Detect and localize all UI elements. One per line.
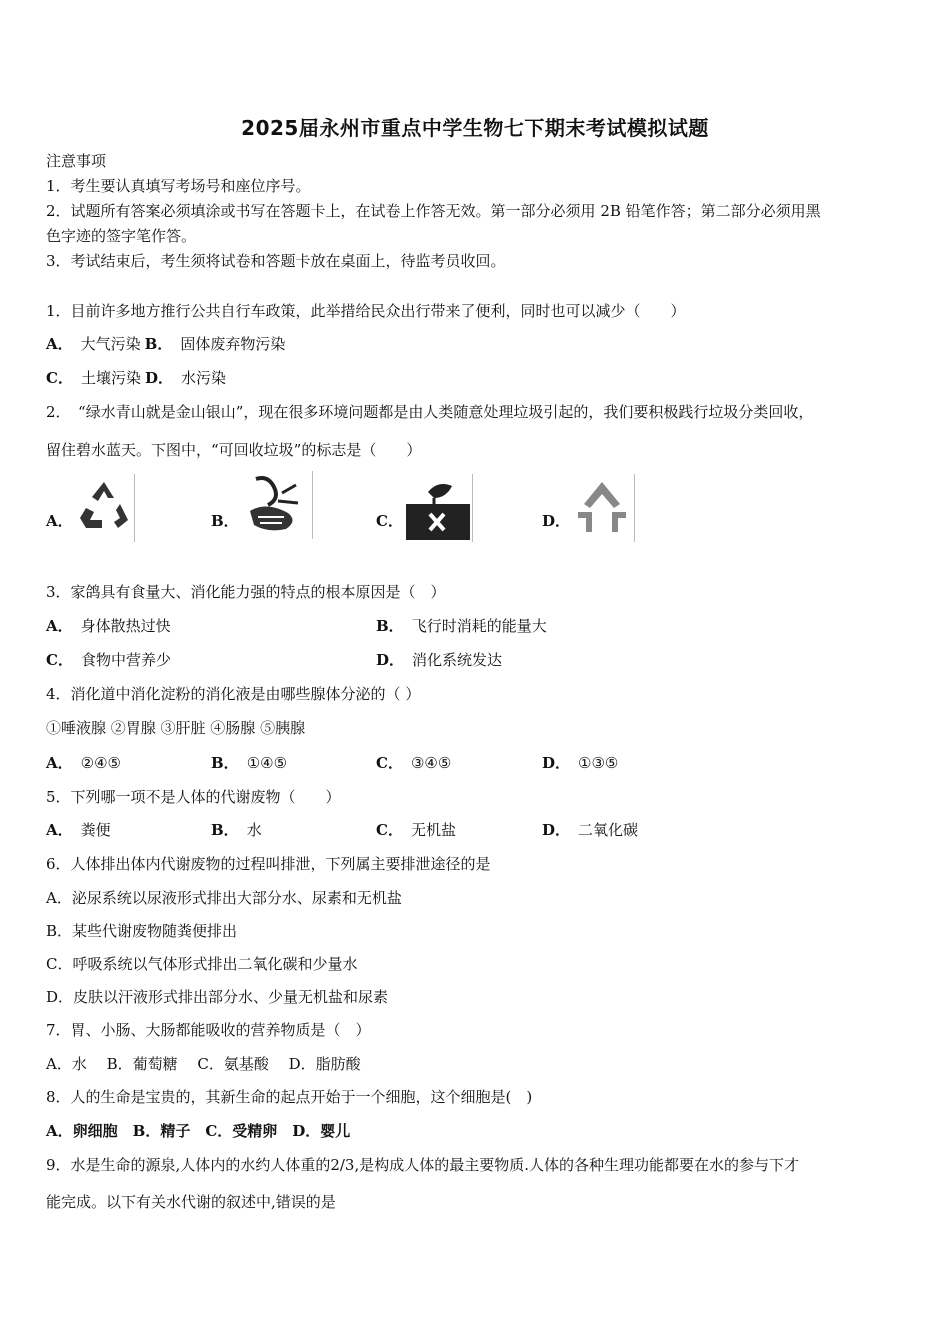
kitchen-waste-icon [404,474,472,542]
q1-options-cd [46,368,226,388]
q6-option-a: A．泌尿系统以尿液形式排出大部分水、尿素和无机盐 [46,889,402,907]
option-text: 身体散热过快 [80,617,171,635]
option-text: 粪便 [80,821,111,839]
question-4-stem: 4．消化道中消化淀粉的消化液是由哪些腺体分泌的（ ） [46,685,421,703]
q7-options: A．水 B．葡萄糖 C．氨基酸 D．脂肪酸 [46,1055,361,1073]
other-waste-icon [570,474,634,542]
option-label: B． [376,617,404,635]
q3-option-d [376,650,502,670]
question-9-stem-cont: 能完成。以下有关水代谢的叙述中,错误的是 [46,1193,336,1211]
q5-option-d [542,820,638,840]
option-label: C． [376,821,403,839]
question-3-stem: 3．家鸽具有食量大、消化能力强的特点的根本原因是（ ） [46,583,446,601]
question-9-stem: 9．水是生命的源泉,人体内的水约人体重的2/3,是构成人体的最主要物质.人体的各种生理功能都要在水的参与下才 [46,1156,799,1174]
q4-option-c [376,753,451,773]
option-text: ②④⑤ [80,754,121,772]
option-text: ①③⑤ [578,754,619,772]
option-label: A． [46,335,73,353]
option-text: ③④⑤ [410,754,452,772]
q5-option-a [46,820,111,840]
option-label: D． [144,369,173,387]
q6-option-c: C．呼吸系统以气体形式排出二氧化碳和少量水 [46,955,358,973]
option-label: C． [376,754,403,772]
question-5-stem: 5．下列哪一项不是人体的代谢废物（ ） [46,788,341,806]
option-text: 飞行时消耗的能量大 [411,617,547,635]
question-2-stem: 2． “绿水青山就是金山银山”，现在很多环境问题都是由人类随意处理垃圾引起的，我们要积极践行垃圾分类回收， [46,403,814,421]
page-title: 2025届永州市重点中学生物七下期末考试模拟试题 [241,116,709,140]
option-label: C． [46,651,73,669]
option-text: 消化系统发达 [412,651,503,669]
recycle-symbol-image [74,474,135,542]
option-text: ①④⑤ [246,754,288,772]
q6-option-b: B．某些代谢废物随粪便排出 [46,922,238,940]
option-label: D． [376,651,405,669]
option-text: 二氧化碳 [578,821,639,839]
notice-item: 3．考试结束后，考生须将试卷和答题卡放在桌面上，待监考员收回。 [46,252,506,270]
option-label: B． [144,335,173,353]
q1-option-a: 大气污染 [80,335,141,353]
q1-option-b: 固体废弃物污染 [180,335,286,353]
q1-option-c: 土壤污染 [80,369,141,387]
option-label: C． [46,369,73,387]
option-label: A． [46,617,73,635]
question-7-stem: 7．胃、小肠、大肠都能吸收的营养物质是（ ） [46,1021,371,1039]
notice-heading: 注意事项 [46,152,107,170]
question-8-stem: 8．人的生命是宝贵的，其新生命的起点开始于一个细胞，这个细胞是( ) [46,1088,533,1106]
option-label: B． [211,754,239,772]
waste-symbol-b-image [238,471,313,539]
q4-glands-list: ①唾液腺 ②胃腺 ③肝脏 ④肠腺 ⑤胰腺 [46,719,306,737]
q2-label-a: A． [46,512,73,530]
notice-item: 2．试题所有答案必须填涂或书写在答题卡上，在试卷上作答无效。第一部分必须用 2B 铅笔作答；第二部分必须用黑 [46,202,821,220]
option-text: 水 [246,821,262,839]
option-text: 无机盐 [410,821,456,839]
question-1-stem: 1．目前许多地方推行公共自行车政策，此举措给民众出行带来了便利，同时也可以减少（ ） [46,302,686,320]
option-text: 食物中营养少 [80,651,171,669]
option-label: A． [46,821,73,839]
q4-option-d [542,753,618,773]
option-label: B． [211,821,239,839]
notice-item: 色字迹的签字笔作答。 [46,227,197,245]
q8-options: A．卵细胞 B．精子 C．受精卵 D．婴儿 [46,1122,351,1140]
q3-option-b [376,616,547,636]
q2-label-d: D． [542,512,571,530]
option-label: D． [542,754,571,772]
q4-option-a [46,753,121,773]
question-6-stem: 6．人体排出体内代谢废物的过程叫排泄，下列属主要排泄途径的是 [46,855,491,873]
q3-option-a [46,616,171,636]
q3-option-c [46,650,171,670]
q4-option-b [211,753,287,773]
q2-label-c: C． [376,512,403,530]
q2-label-b: B． [211,512,239,530]
notice-item: 1．考生要认真填写考场号和座位序号。 [46,177,311,195]
waste-symbol-c-image [404,474,473,542]
option-label: D． [542,821,571,839]
waste-symbol-d-image [570,474,635,542]
q5-option-b [211,820,262,840]
q1-option-d: 水污染 [180,369,226,387]
q6-option-d: D．皮肤以汗液形式排出部分水、少量无机盐和尿素 [46,988,389,1006]
q5-option-c [376,820,456,840]
question-2-stem-cont: 留住碧水蓝天。下图中，“可回收垃圾”的标志是（ ） [46,441,422,459]
q1-options-ab [46,334,285,354]
option-label: A． [46,754,73,772]
hazard-waste-icon [238,471,312,541]
recycle-icon [74,474,134,542]
